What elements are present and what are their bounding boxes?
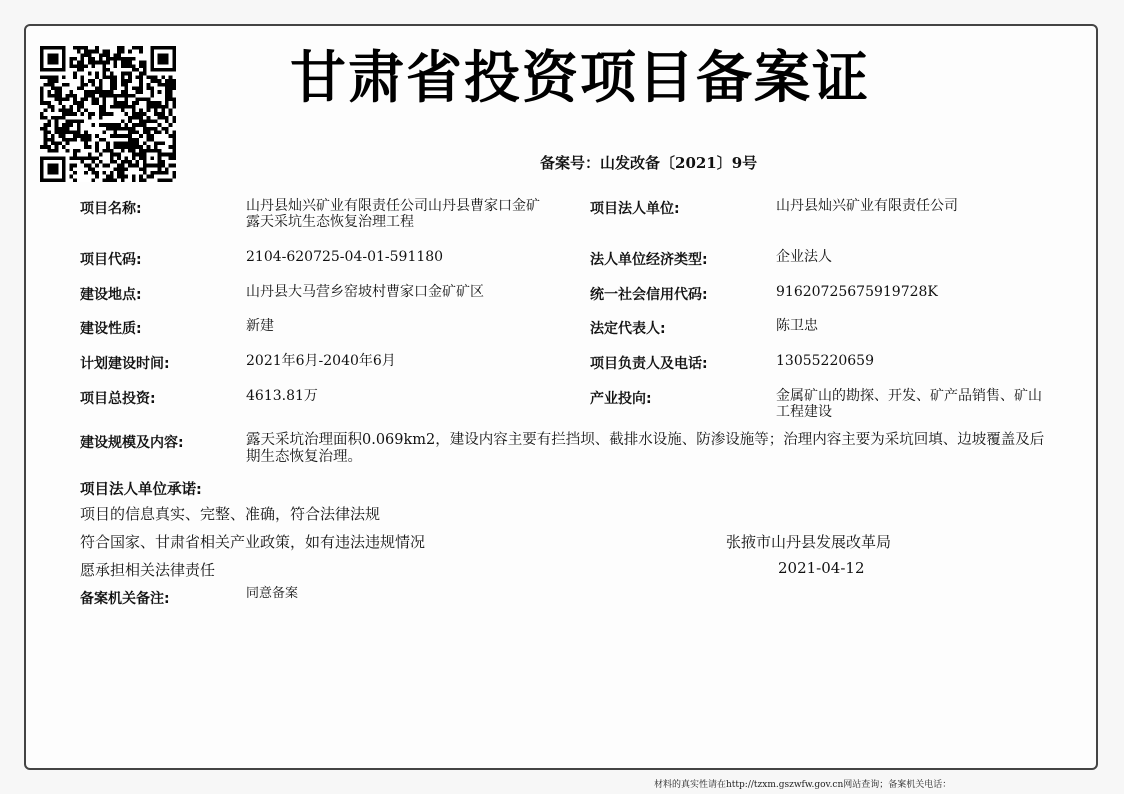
industry-label: 产业投向: — [590, 391, 652, 407]
manager-phone-value: 13055220659 — [776, 353, 874, 369]
nature-value: 新建 — [246, 318, 274, 334]
credit-code-value: 91620725675919728K — [776, 284, 938, 300]
total-investment-label: 项目总投资: — [80, 391, 156, 407]
commitment-line-1: 项目的信息真实、完整、准确，符合法律法规 — [80, 505, 381, 523]
remarks-value: 同意备案 — [246, 586, 299, 601]
commitment-line-3: 愿承担相关法律责任 — [80, 561, 216, 579]
credit-code-label: 统一社会信用代码: — [590, 287, 708, 303]
commitment-line-2: 符合国家、甘肃省相关产业政策，如有违法违规情况 — [80, 533, 426, 551]
total-investment-value: 4613.81万 — [246, 388, 318, 404]
remarks-label: 备案机关备注: — [80, 591, 170, 607]
commitment-label: 项目法人单位承诺: — [80, 482, 202, 498]
economic-type-label: 法人单位经济类型: — [590, 252, 708, 268]
nature-label: 建设性质: — [80, 321, 142, 337]
location-label: 建设地点: — [80, 287, 142, 303]
legal-rep-value: 陈卫忠 — [776, 318, 818, 334]
page-title: 甘肃省投资项目备案证 — [290, 46, 870, 111]
legal-rep-label: 法定代表人: — [590, 321, 666, 337]
project-name-value: 山丹县灿兴矿业有限责任公司山丹县曹家口金矿露天采坑生态恢复治理工程 — [246, 198, 540, 230]
project-code-value: 2104-620725-04-01-591180 — [246, 249, 444, 265]
project-name-label: 项目名称: — [80, 201, 142, 217]
authority-date: 2021-04-12 — [778, 559, 865, 577]
footer-note: 材料的真实性请在http://tzxm.gszwfw.gov.cn网站查询；备案机关电话： — [654, 780, 952, 790]
qr-code-icon — [40, 46, 176, 182]
schedule-value: 2021年6月-2040年6月 — [246, 353, 396, 369]
authority-name: 张掖市山丹县发展改革局 — [726, 533, 892, 551]
industry-value: 金属矿山的勘探、开发、矿产品销售、矿山工程建设 — [776, 388, 1042, 420]
location-value: 山丹县大马营乡窑坡村曹家口金矿矿区 — [246, 284, 484, 300]
scale-value: 露天采坑治理面积0.069km2，建设内容主要有拦挡坝、截排水设施、防渗设施等；治理内容主要为采坑回填、边坡覆盖及后期生态恢复治理。 — [246, 432, 1045, 465]
schedule-label: 计划建设时间: — [80, 356, 170, 372]
filing-number: 备案号：山发改备〔2021〕9号 — [540, 154, 758, 172]
project-code-label: 项目代码: — [80, 252, 142, 268]
economic-type-value: 企业法人 — [776, 249, 832, 265]
legal-unit-value: 山丹县灿兴矿业有限责任公司 — [776, 198, 958, 214]
scale-label: 建设规模及内容: — [80, 435, 184, 451]
legal-unit-label: 项目法人单位: — [590, 201, 680, 217]
manager-phone-label: 项目负责人及电话: — [590, 356, 708, 372]
